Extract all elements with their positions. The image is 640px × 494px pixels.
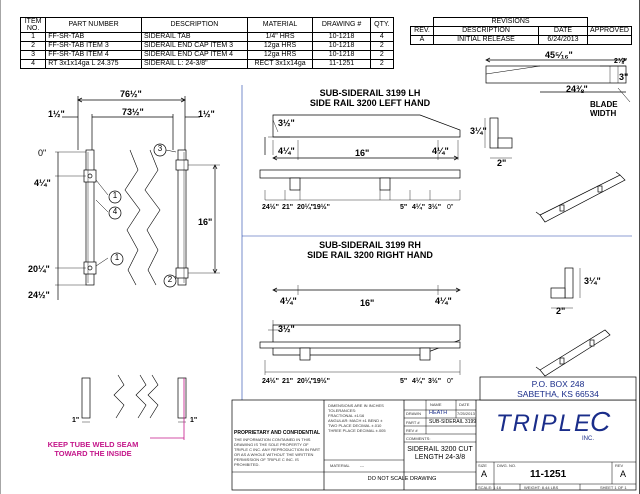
bot-dim-1a: 1" <box>72 417 80 424</box>
scale: SCALE: 1:16 <box>478 485 502 490</box>
bom-cell: 10-1218 <box>313 51 370 60</box>
dim-zero: 0" <box>38 148 47 158</box>
bom-cell: 12ga HRS <box>247 51 313 60</box>
dim-76: 76½" <box>120 89 142 99</box>
rev-label: REV # <box>406 428 418 433</box>
rev-header-date: DATE <box>539 27 588 36</box>
rh-dim-4-25b: 4¼" <box>435 296 452 306</box>
bom-cell: FF-SR-TAB ITEM 3 <box>46 42 142 51</box>
dwg-no-label: DWG. NO. <box>497 463 517 468</box>
side-dim-2a: 2" <box>497 158 507 168</box>
proprietary-text: THE INFORMATION CONTAINED IN THIS DRAWING IS THE SOLE PROPERTY OF TRIPLE C INC. ANY REPRODUCTION IN PART OR AS A WHOLE WITHOUT THE WRITTEN PERMISSION OF TRIPLE C INC. IS PROHIBITED. <box>234 436 321 467</box>
rev-cell: INITIAL RELEASE <box>434 36 539 45</box>
address-line-1: P.O. BOX 248 <box>531 379 585 389</box>
lh-title <box>290 88 450 108</box>
bom-cell: 2 <box>370 51 393 60</box>
rev-header-rev: REV. <box>411 27 434 36</box>
balloon-2: 2 <box>167 275 173 284</box>
drawn-date: 7/25/2013 <box>457 411 475 416</box>
part-value: SUB-SIDERAIL 3199 <box>429 419 477 425</box>
blade-width-label: BLADE WIDTH <box>590 100 618 118</box>
balloon-1a: 1 <box>112 191 118 200</box>
company-logo-inc: INC. <box>582 436 594 442</box>
bom-header-drawing: DRAWING # <box>313 18 370 33</box>
tolerance-block <box>328 403 404 433</box>
company-logo-c: C <box>590 406 611 437</box>
dim-24-5: 24½" <box>28 290 50 300</box>
rh-dim-16: 16" <box>360 298 375 308</box>
comments-label: COMMENTS: <box>406 436 431 441</box>
part-label: PART # <box>406 420 420 425</box>
sheet: SHEET 1 OF 1 <box>600 485 627 490</box>
rev-box-label: REV <box>615 463 624 468</box>
dim-3: 3" <box>619 72 629 82</box>
dim-1-5-left: 1½" <box>48 109 65 119</box>
lh-title-line-2: SIDE RAIL 3200 LEFT HAND <box>309 98 431 108</box>
lh-tick-6: 3½" <box>428 204 442 211</box>
bom-header-desc: DESCRIPTION <box>141 18 247 33</box>
bom-cell: RT 3x1x14ga L 24.375 <box>46 60 142 69</box>
bom-header-material: MATERIAL <box>247 18 313 33</box>
rh-tick-5: 4¼" <box>412 378 426 385</box>
dim-1-5-right: 1½" <box>198 109 215 119</box>
rh-tick-3: 19½" <box>313 378 330 385</box>
dim-45: 45⁵⁄₁₆" <box>545 50 573 60</box>
size-value: A <box>481 469 488 479</box>
drawn-label: DRAWN <box>406 411 421 416</box>
dim-20-25: 20¼" <box>28 264 50 274</box>
lh-tick-4: 5" <box>400 204 408 211</box>
desc-line-2: LENGTH 24-3/8 <box>414 454 466 461</box>
tol-line: TOLERANCES: <box>328 408 357 413</box>
lh-tick-2: 20¼" <box>297 204 314 211</box>
side-dim-2b: 2" <box>556 306 566 316</box>
rh-dim-3-5: 3½" <box>278 324 295 334</box>
bom-cell: SIDERAIL END CAP ITEM 3 <box>141 42 247 51</box>
rh-tick-1: 21" <box>282 378 294 385</box>
tol-line: FRACTIONAL ±1/16 <box>328 413 365 418</box>
name-label: NAME <box>430 402 442 407</box>
bom-header-qty: QTY. <box>370 18 393 33</box>
weld-seam-note <box>28 440 158 458</box>
revisions-title: REVISIONS <box>434 18 588 27</box>
desc-line-1: SIDERAIL 3200 CUT <box>407 446 473 453</box>
rh-tick-6: 3½" <box>428 378 442 385</box>
lh-dim-3-5: 3½" <box>278 118 295 128</box>
bom-cell: 11-1251 <box>313 60 370 69</box>
tol-line: DIMENSIONS ARE IN INCHES <box>328 403 384 408</box>
rev-box-value: A <box>620 469 627 479</box>
do-not-scale: DO NOT SCALE DRAWING <box>367 476 437 482</box>
bom-cell: FF-SR-TAB <box>46 33 142 42</box>
bom-cell: SIDERAIL TAB <box>141 33 247 42</box>
bom-cell: 1/4" HRS <box>247 33 313 42</box>
rev-cell: 6/24/2013 <box>539 36 588 45</box>
bom-cell: 1 <box>21 33 46 42</box>
lh-dim-4-25b: 4¼" <box>432 146 449 156</box>
lh-tick-7: 0" <box>447 204 454 211</box>
rh-title-line-1: SUB-SIDERAIL 3199 RH <box>319 240 421 250</box>
weld-seam-note-line-2: TOWARD THE INSIDE <box>54 449 132 458</box>
rh-title-line-2: SIDE RAIL 3200 RIGHT HAND <box>307 250 433 260</box>
bot-dim-1b: 1" <box>190 417 198 424</box>
bom-cell: 2 <box>370 42 393 51</box>
company-logo <box>490 402 630 454</box>
date-label: DATE <box>459 402 470 407</box>
bom-header-part: PART NUMBER <box>46 18 142 33</box>
side-dim-3-25b: 3¼" <box>584 276 601 286</box>
rev-cell: A <box>411 36 434 45</box>
weld-seam-note-line-1: KEEP TUBE WELD SEAM <box>47 440 139 449</box>
lh-tick-5: 4¼" <box>412 204 426 211</box>
tol-line: ANGULAR: MACH ±1 BEND ± <box>328 418 383 423</box>
dim-16-mid: 16" <box>198 217 213 227</box>
address-line-2: SABETHA, KS 66534 <box>517 389 599 399</box>
dim-2-375: 2⅜" <box>614 58 628 65</box>
rev-header-approved: APPROVED <box>588 27 632 36</box>
bom-cell: 2 <box>21 42 46 51</box>
rh-dim-4-25a: 4¼" <box>280 296 297 306</box>
balloon-4: 4 <box>112 207 118 216</box>
size-label: SIZE <box>478 463 487 468</box>
bom-cell: 2 <box>370 60 393 69</box>
rh-tick-0: 24½" <box>262 378 279 385</box>
side-dim-3-25a: 3¼" <box>470 126 487 136</box>
tol-line: TWO PLACE DECIMAL ±.010 <box>328 423 382 428</box>
proprietary-block <box>234 430 322 467</box>
material-label: MATERIAL <box>330 463 350 468</box>
rh-tick-2: 20¼" <box>297 378 314 385</box>
weight: WEIGHT: 8.44 LBS <box>524 485 559 490</box>
bom-header-item: ITEM NO. <box>21 18 46 33</box>
rh-tick-4: 5" <box>400 378 408 385</box>
proprietary-title: PROPRIETARY AND CONFIDENTIAL <box>234 430 321 436</box>
balloon-3: 3 <box>157 144 163 153</box>
rev-header-desc: DESCRIPTION <box>434 27 539 36</box>
company-logo-word: TRIPLE <box>496 410 593 437</box>
bom-cell: 10-1218 <box>313 42 370 51</box>
lh-dim-16: 16" <box>355 148 370 158</box>
rh-tick-7: 0" <box>447 378 454 385</box>
bom-cell: 10-1218 <box>313 33 370 42</box>
bom-cell: RECT 3x1x14ga <box>247 60 313 69</box>
tol-line: THREE PLACE DECIMAL ±.005 <box>328 428 386 433</box>
rh-title <box>290 240 450 260</box>
bom-cell: FF-SR-TAB ITEM 4 <box>46 51 142 60</box>
lh-tick-0: 24½" <box>262 204 279 211</box>
dim-4-25: 4¼" <box>34 178 51 188</box>
bom-cell: SIDERAIL END CAP ITEM 4 <box>141 51 247 60</box>
lh-dim-4-25a: 4¼" <box>278 146 295 156</box>
lh-title-line-1: SUB-SIDERAIL 3199 LH <box>319 88 421 98</box>
bom-cell: 12ga HRS <box>247 42 313 51</box>
description-block <box>404 446 476 462</box>
bom-cell: 4 <box>370 33 393 42</box>
bom-cell: SIDERAIL L: 24-3/8" <box>141 60 247 69</box>
bom-cell: 3 <box>21 51 46 60</box>
material-value: --- <box>360 463 364 468</box>
company-address <box>480 379 636 399</box>
balloon-1b: 1 <box>114 253 120 262</box>
dwg-no-value: 11-1251 <box>530 469 567 480</box>
dim-24-375: 24⅜" <box>566 84 588 94</box>
lh-tick-3: 19½" <box>313 204 330 211</box>
bom-cell: 4 <box>21 60 46 69</box>
dim-73: 73½" <box>122 107 144 117</box>
lh-tick-1: 21" <box>282 204 294 211</box>
drawn-name: HEATH <box>429 410 448 416</box>
